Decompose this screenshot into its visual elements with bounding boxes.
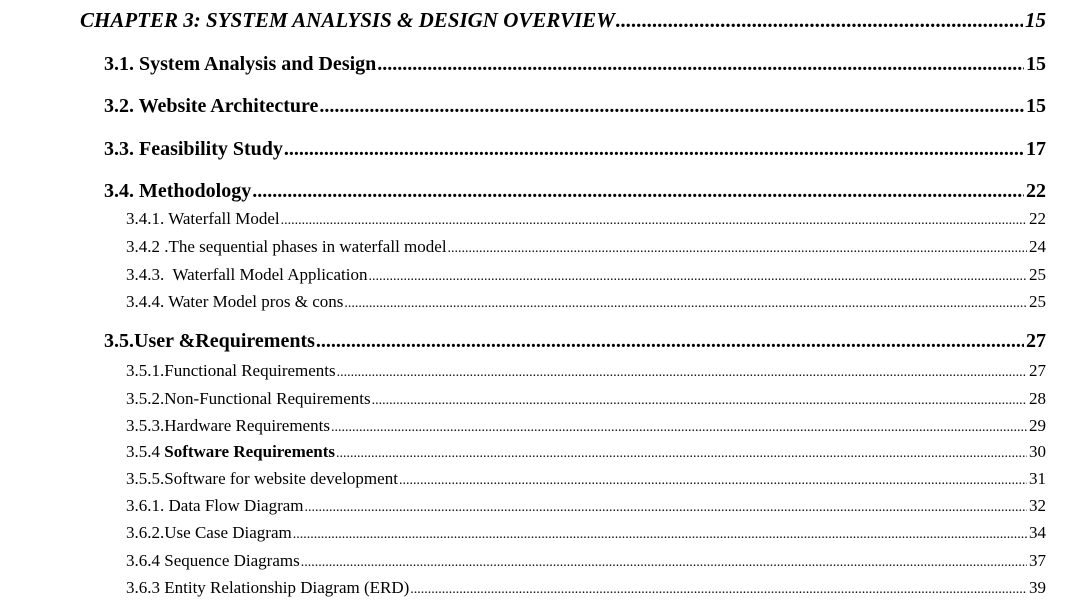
toc-dot-leader: [281, 213, 1027, 229]
toc-entry-number: 3.5.4: [126, 442, 165, 461]
toc-page-number: 27: [1026, 330, 1046, 352]
toc-entry-3-6-1[interactable]: [126, 496, 1046, 516]
toc-entry-title: 3.1. System Analysis and Design: [104, 53, 377, 75]
toc-entry-title: 3.6.1. Data Flow Diagram: [126, 496, 304, 515]
toc-dot-leader: [284, 138, 1024, 161]
toc-entry-3-2[interactable]: [104, 95, 1046, 118]
toc-entry-3-1[interactable]: [104, 53, 1046, 76]
toc-page-number: 30: [1029, 442, 1046, 461]
toc-entry-3-5-1[interactable]: [126, 361, 1046, 381]
toc-page-number: 22: [1029, 209, 1046, 228]
toc-dot-leader: [410, 582, 1027, 598]
toc-dot-leader: [368, 269, 1027, 285]
toc-entry-bold-title: Software Requirements: [164, 442, 336, 461]
toc-dot-leader: [305, 500, 1027, 516]
toc-page-number: 25: [1029, 265, 1046, 284]
toc-entry-3-5-5[interactable]: [126, 469, 1046, 489]
toc-page-number: 27: [1029, 361, 1046, 380]
toc-entry-3-4[interactable]: [104, 180, 1046, 203]
toc-dot-leader: [337, 365, 1027, 381]
toc-entry-title: 3.4. Methodology: [104, 180, 252, 202]
toc-entry-title: 3.5.1.Functional Requirements: [126, 361, 336, 380]
toc-entry-title: 3.4.1. Waterfall Model: [126, 209, 280, 228]
toc-dot-leader: [372, 393, 1027, 409]
toc-page-number: 24: [1029, 237, 1046, 256]
toc-dot-leader: [331, 420, 1027, 436]
toc-entry-3-4-1[interactable]: [126, 209, 1046, 229]
toc-page-number: 17: [1026, 138, 1046, 160]
toc-entry-3-5-3[interactable]: [126, 416, 1046, 436]
toc-dot-leader: [252, 180, 1024, 203]
toc-entry-3-4-2[interactable]: [126, 237, 1046, 257]
toc-page-number: 15: [1025, 8, 1046, 32]
toc-entry-title: 3.5.2.Non-Functional Requirements: [126, 389, 371, 408]
toc-dot-leader: [316, 330, 1024, 353]
toc-entry-3-5[interactable]: [104, 330, 1046, 353]
toc-entry-title: 3.2. Website Architecture: [104, 95, 319, 117]
toc-page-number: 22: [1026, 180, 1046, 202]
toc-entry-3-6-3[interactable]: [126, 578, 1046, 598]
toc-entry-3-6-2[interactable]: [126, 523, 1046, 543]
toc-chapter-3[interactable]: [80, 8, 1046, 33]
toc-page-number: 28: [1029, 389, 1046, 408]
toc-dot-leader: [616, 8, 1023, 33]
toc-entry-3-4-3[interactable]: [126, 265, 1046, 285]
toc-dot-leader: [293, 527, 1027, 543]
toc-entry-3-5-4[interactable]: [126, 442, 1046, 462]
toc-entry-3-4-4[interactable]: [126, 292, 1046, 312]
toc-page-number: 32: [1029, 496, 1046, 515]
toc-entry-title: 3.4.4. Water Model pros & cons: [126, 292, 344, 311]
toc-entry-title: 3.6.4 Sequence Diagrams: [126, 551, 300, 570]
toc-entry-title: 3.6.3 Entity Relationship Diagram (ERD): [126, 578, 410, 597]
toc-entry-3-6-4[interactable]: [126, 551, 1046, 571]
toc-page-number: 15: [1026, 95, 1046, 117]
toc-dot-leader: [448, 241, 1027, 257]
toc-dot-leader: [399, 473, 1027, 489]
toc-entry-title: 3.4.3. Waterfall Model Application: [126, 265, 368, 284]
toc-entry-title: 3.6.2.Use Case Diagram: [126, 523, 292, 542]
toc-page-number: 37: [1029, 551, 1046, 570]
toc-page-number: 15: [1026, 53, 1046, 75]
toc-dot-leader: [301, 555, 1027, 571]
toc-page-number: 31: [1029, 469, 1046, 488]
toc-entry-title: CHAPTER 3: SYSTEM ANALYSIS & DESIGN OVERVIEW: [80, 8, 615, 32]
toc-dot-leader: [319, 95, 1024, 118]
toc-entry-title: 3.3. Feasibility Study: [104, 138, 283, 160]
toc-entry-3-5-2[interactable]: [126, 389, 1046, 409]
toc-entry-title: 3.5.5.Software for website development: [126, 469, 398, 488]
toc-entry-3-3[interactable]: [104, 138, 1046, 161]
toc-dot-leader: [336, 446, 1027, 462]
toc-page-number: 39: [1029, 578, 1046, 597]
toc-entry-title: [126, 442, 335, 462]
toc-page-number: 29: [1029, 416, 1046, 435]
toc-entry-title: 3.5.3.Hardware Requirements: [126, 416, 330, 435]
toc-dot-leader: [344, 296, 1027, 312]
toc-entry-title: 3.4.2 .The sequential phases in waterfall model: [126, 237, 447, 256]
toc-dot-leader: [377, 53, 1024, 76]
toc-entry-title: 3.5.User &Requirements: [104, 330, 315, 352]
toc-page-number: 34: [1029, 523, 1046, 542]
toc-page-number: 25: [1029, 292, 1046, 311]
